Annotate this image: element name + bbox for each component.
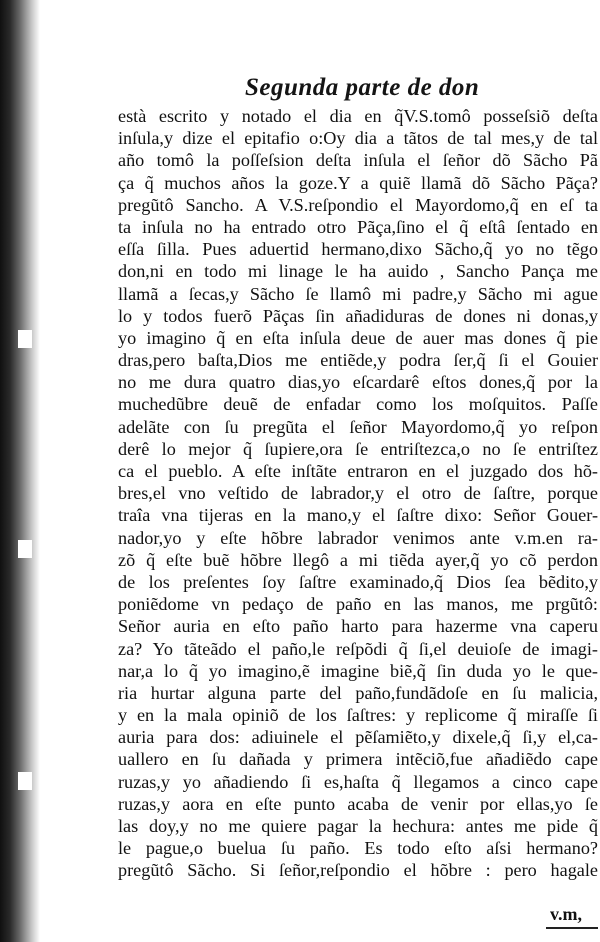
text-line: inſula,y dize el epitafio o:Oy dia a tãtos de tal mes,y de tal [118, 128, 598, 149]
gutter-notch [18, 772, 32, 790]
text-line: las doy,y no me quiere pagar la hechura: antes me pide q̃ [118, 816, 598, 836]
text-line: ruzas,y aora en eſte punto acaba de venir por ellas,yo ſe [118, 793, 598, 814]
book-page [40, 0, 600, 942]
text-line: derê lo mejor q̃ ſupiere,ora ſe entriſtezca,o no ſe entriſtez [118, 438, 598, 459]
text-line: zõ q̃ eſte buẽ hõbre llegô a mi tiẽda ayer,q̃ yo cõ perdon [118, 549, 598, 570]
text-line: don,ni en todo mi linage le ha auido , Sancho Pança me [118, 261, 598, 282]
catchword: v.m, [550, 904, 583, 924]
text-line: año tomô la poſſeſsion deſta inſula el ſeñor dõ Sãcho Pã [118, 150, 598, 171]
text-line: auria para dos: adiuinele el pẽſamiẽto,y dixele,q̃ ſi,y el,ca- [118, 727, 598, 748]
text-line: nador,yo y eſte hõbre labrador venimos ante v.m.en ra- [118, 527, 598, 548]
text-line: uallero en ſu dañada y primera intẽciõ,fue añadiẽdo cape [118, 749, 598, 770]
text-line: de los preſentes ſoy ſaſtre examinado,q̃ Dios ſea bẽdito,y [118, 571, 598, 592]
text-line: ça q̃ muchos años la goze.Y a quiẽ llamã dõ Sãcho Pãça? [118, 172, 598, 193]
text-line: adelãte con ſu pregũta el ſeñor Mayordomo,q̃ yo reſpon [118, 416, 598, 437]
text-line: ca el pueblo. A eſte inſtãte entraron en el juzgado dos hõ- [118, 461, 598, 481]
text-line: nar,a lo q̃ yo imagino,ẽ imagine biẽ,q̃ ſin duda yo le que- [118, 660, 598, 681]
text-line: le pague,o buelua ſu paño. Es todo eſto aſsi hermano? [118, 838, 598, 859]
text-line: dras,pero baſta,Dios me entiẽde,y podra ſer,q̃ ſi el Gouier [118, 350, 598, 371]
text-line: pregũtô Sancho. A V.S.reſpondio el Mayordomo,q̃ en eſ ta [118, 194, 598, 215]
text-line: poniẽdome vn pedaço de paño en las manos, me prgũtô: [118, 594, 598, 615]
running-head: Segunda parte de don [245, 74, 480, 101]
text-line: Señor auria en eſto paño harto para hazerme vna caperu [118, 616, 598, 637]
text-line: eſſa ſilla. Pues aduertid hermano,dixo Sãcho,q̃ yo no tẽgo [118, 239, 598, 260]
text-line: llamã a ſecas,y Sãcho ſe llamô mi padre,y Sãcho mi ague [118, 283, 598, 304]
text-line: no me dura quatro dias,yo eſcardarê eſtos dones,q̃ por la [118, 372, 598, 393]
gutter-notch [18, 330, 32, 348]
text-line: està escrito y notado el dia en q̃V.S.tomô posseſsiõ deſta [118, 106, 598, 126]
text-line: yo imagino q̃ en eſta inſula deue de auer mas dones q̃ pie [118, 327, 598, 348]
text-line: ta inſula no ha entrado otro Pãça,ſino el q̃ eſtâ ſentado en [118, 216, 598, 237]
text-line: bres,el vno veſtido de labrador,y el otro de ſaſtre, porque [118, 483, 598, 504]
text-line: muchedũbre deuẽ de enfadar como los moſquitos. Paſſe [118, 394, 598, 415]
text-line: za? Yo tãteãdo el paño,le reſpõdi q̃ ſi,el deuioſe de imagi- [118, 638, 598, 659]
text-line: y en la mala opiniõ de los ſaſtres: y replicome q̃ miraſſe ſi [118, 705, 598, 726]
text-line: pregũtô Sãcho. Si ſeñor,reſpondio el hõbre : pero hagale [118, 860, 598, 881]
catchword-underline [546, 927, 598, 929]
text-line: ruzas,y yo añadiendo ſi es,haſta q̃ llegamos a cinco cape [118, 771, 598, 792]
page-gutter-shadow [0, 0, 40, 942]
gutter-notch [18, 540, 32, 558]
text-line: lo y todos fuerõ Pãças ſin añadiduras de dones ni donas,y [118, 305, 598, 326]
text-line: traîa vna tijeras en la mano,y el ſaſtre dixo: Señor Gouer- [118, 505, 598, 526]
body-text [118, 105, 598, 882]
text-line: ria hurtar alguna parte del paño,fundãdoſe en ſu malicia, [118, 682, 598, 703]
